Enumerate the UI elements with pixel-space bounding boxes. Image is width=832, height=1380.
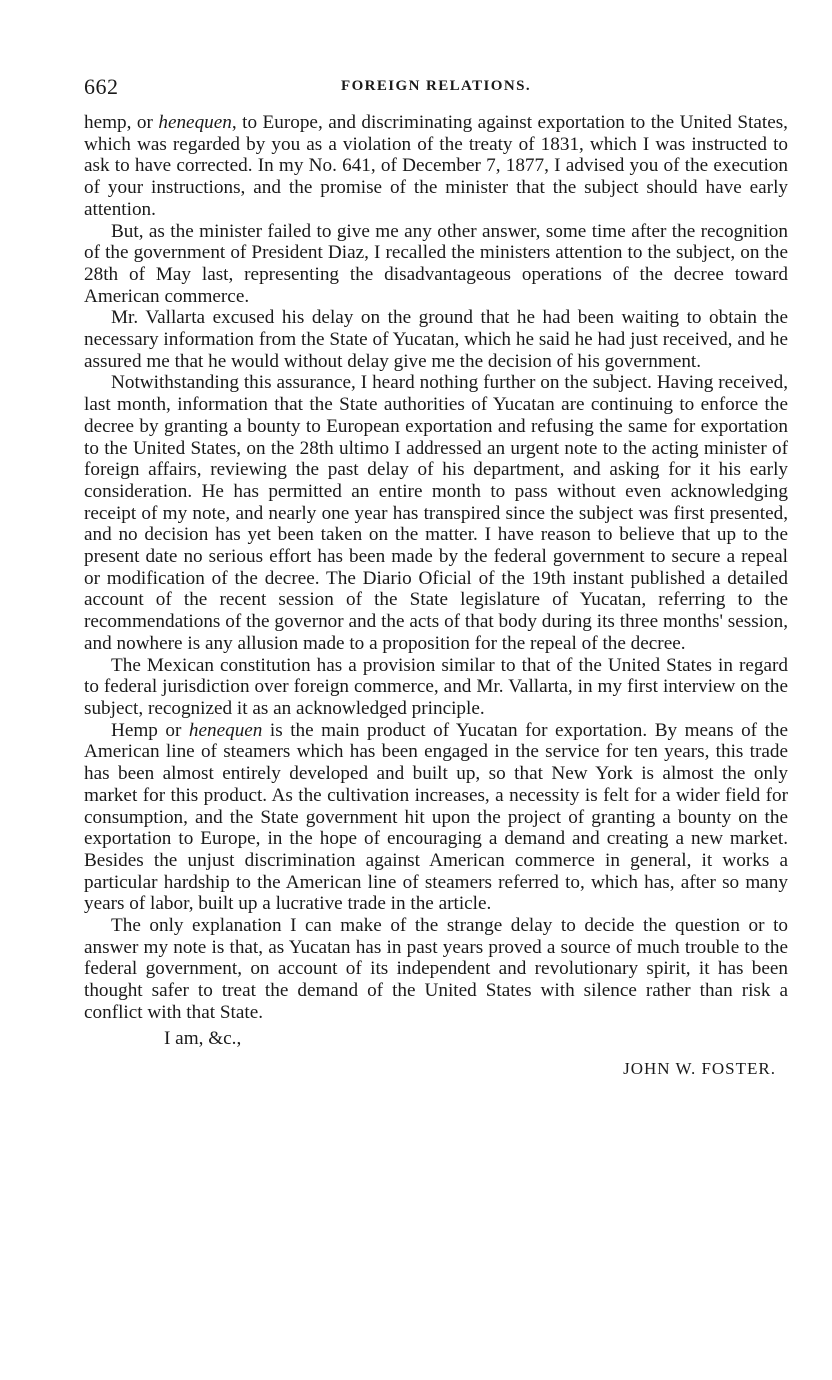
paragraph-text: The Mexican constitution has a provision similar to that of the United States in regard to federal jurisdiction over foreign commerce, and Mr. Vallarta, in my first interview on the subject, recognized it as an acknowledged principle. — [84, 654, 788, 719]
paragraph — [84, 655, 788, 720]
paragraph-text: Hemp or — [111, 719, 189, 741]
paragraph-text: The only explanation I can make of the strange delay to decide the question or to answer my note is that, as Yucatan has in past years proved a source of much trouble to the federal government, on account of its independent and revolutionary spirit, it has been thought safer to treat the demand of the United States with silence rather than risk a conflict with that State. — [84, 915, 788, 1023]
closing-salutation: I am, &c., — [164, 1027, 242, 1049]
paragraph — [84, 915, 788, 1024]
italic-term: henequen — [188, 719, 263, 741]
paragraph-text: hemp, or — [84, 112, 159, 133]
page-number: 662 — [84, 74, 119, 99]
paragraph-text: Mr. Vallarta excused his delay on the ground that he had been waiting to obtain the necessary information from the State of Yucatan, which he said he had just received, and he assured me that he would without delay give me the decision of his government. — [84, 307, 788, 372]
paragraph — [84, 372, 788, 654]
signature: JOHN W. FOSTER. — [623, 1059, 776, 1079]
paragraph — [84, 720, 788, 915]
paragraph — [84, 307, 788, 372]
italic-term: henequen — [158, 112, 232, 133]
paragraph-text: But, as the minister failed to give me any other answer, some time after the recognition of the government of President Diaz, I recalled the ministers attention to the subject, on the 28th of May last, representing the disadvantageous operations of the decree toward American commerce. — [84, 220, 788, 307]
running-title: FOREIGN RELATIONS. — [341, 78, 531, 94]
paragraph-text: , to Europe, and discriminating against exportation to the United States, which was regarded by you as a violation of the treaty of 1831, which I was instructed to ask to have corrected. In my No. 641, of December 7, 1877, I advised you of the execution of your instructions, and the promise of the minister that the subject should have early attention. — [84, 112, 788, 220]
paragraph-text: Notwithstanding this assurance, I heard nothing further on the subject. Having received, last month, information that the State authorities of Yucatan are continuing to enforce the decree by granting a bounty to European exportation and refusing the same for exportation to the United States, on the 28th ultimo I addressed an urgent note to the acting minister of foreign affairs, reviewing the past delay of his department, and asking for it his early consideration. He has permitted an entire month to pass without even acknowledging receipt of my note, and nearly one year has transpired since the subject was first presented, and no decision has yet been taken on the matter. I have reason to believe that up to the present date no serious effort has been made by the federal government to secure a repeal or modification of the decree. The Diario Oficial of the 19th instant published a detailed account of the recent session of the State legislature of Yucatan, referring to the recommendations of the governor and the acts of that body during its three months' session, and nowhere is any allusion made to a proposition for the repeal of the decree. — [84, 372, 788, 654]
paragraph-text: is the main product of Yucatan for exportation. By means of the American line of steamers which has been engaged in the service for ten years, this trade has been almost entirely developed and built up, so that New York is almost the only market for this product. As the cultivation increases, a necessity is felt for a wider field for consumption, and the State government hit upon the project of granting a bounty on the exportation to Europe, in the hope of encouraging a demand and creating a new market. Besides the unjust discrimination against American commerce in general, it works a particular hardship to the American line of steamers referred to, which has, after so many years of labor, built up a lucrative trade in the article. — [84, 719, 789, 915]
paragraph — [84, 112, 788, 221]
running-head — [84, 74, 788, 104]
paragraph — [84, 221, 788, 308]
document-page — [84, 74, 788, 1079]
letter-body — [84, 112, 788, 1024]
